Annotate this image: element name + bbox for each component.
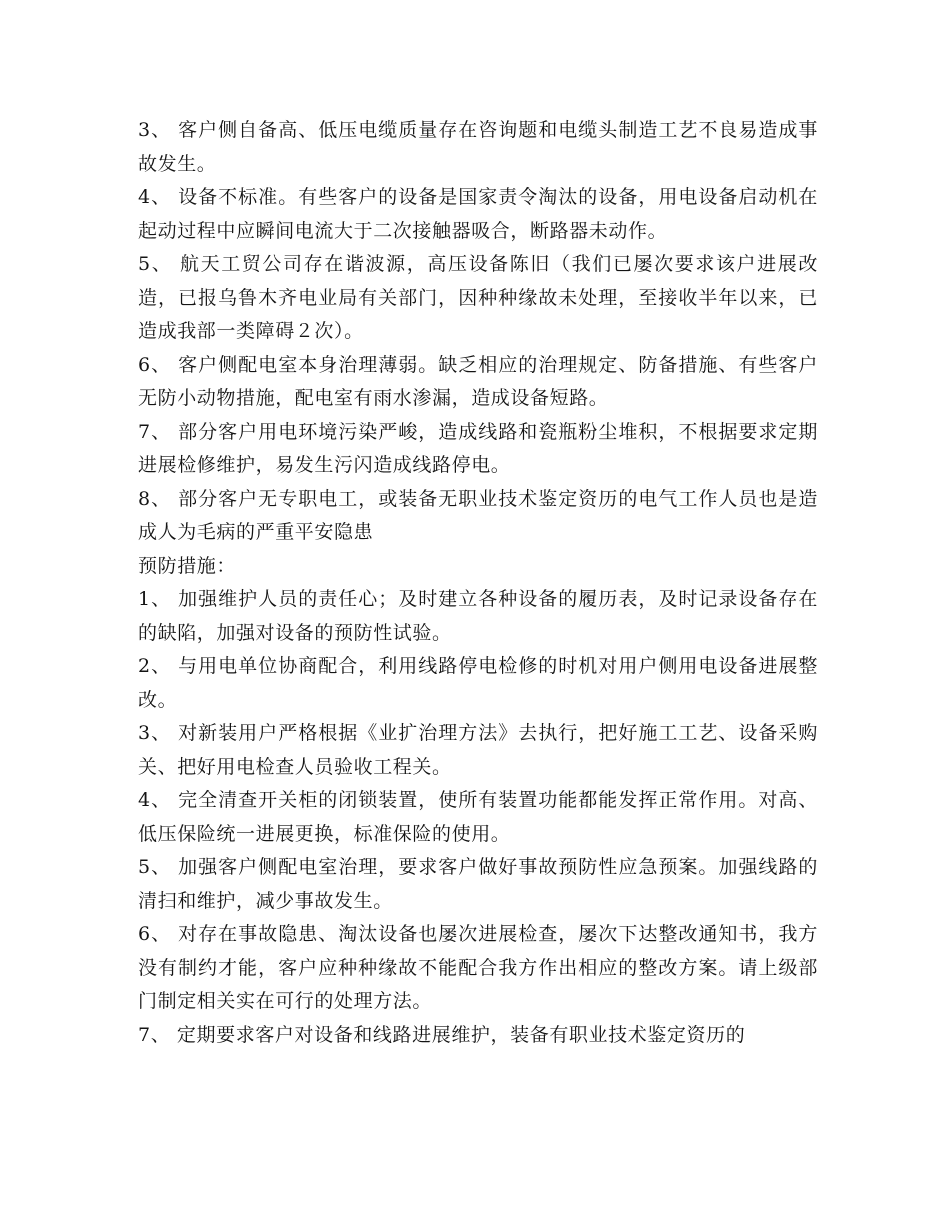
paragraph-cause-7: 7、 部分客户用电环境污染严峻，造成线路和瓷瓶粉尘堆积，不根据要求定期进展检修维护，易发生污闪造成线路停电。 <box>138 420 818 476</box>
paragraph-measure-7: 7、 定期要求客户对设备和线路进展维护，装备有职业技术鉴定资历的 <box>138 1023 746 1046</box>
paragraph-cause-6: 6、 客户侧配电室本身治理薄弱。缺乏相应的治理规定、防备措施、有些客户无防小动物措施，配电室有雨水渗漏，造成设备短路。 <box>138 353 818 409</box>
paragraph-cause-3: 3、 客户侧自备高、低压电缆质量存在咨询题和电缆头制造工艺不良易造成事故发生。 <box>138 119 818 175</box>
paragraph-cause-4: 4、 设备不标准。有些客户的设备是国家责令淘汰的设备，用电设备启动机在起动过程中应瞬间电流大于二次接触器吸合，断路器未动作。 <box>138 186 818 242</box>
section-heading-prevention: 预防措施： <box>138 554 237 577</box>
paragraph-measure-2: 2、 与用电单位协商配合，利用线路停电检修的时机对用户侧用电设备进展整改。 <box>138 655 818 711</box>
document-body <box>138 114 818 1052</box>
paragraph-measure-6: 6、 对存在事故隐患、淘汰设备也屡次进展检查，屡次下达整改通知书，我方没有制约才能，客户应种种缘故不能配合我方作出相应的整改方案。请上级部门制定相关实在可行的处理方法。 <box>138 923 818 1012</box>
paragraph-measure-4: 4、 完全清查开关柜的闭锁装置，使所有装置功能都能发挥正常作用。对高、低压保险统一进展更换，标准保险的使用。 <box>138 789 818 845</box>
paragraph-measure-3: 3、 对新装用户严格根据《业扩治理方法》去执行，把好施工工艺、设备采购关、把好用电检查人员验收工程关。 <box>138 722 818 778</box>
paragraph-cause-8: 8、 部分客户无专职电工，或装备无职业技术鉴定资历的电气工作人员也是造成人为毛病的严重平安隐患 <box>138 487 818 543</box>
paragraph-measure-5: 5、 加强客户侧配电室治理，要求客户做好事故预防性应急预案。加强线路的清扫和维护，减少事故发生。 <box>138 856 818 912</box>
paragraph-measure-1: 1、 加强维护人员的责任心；及时建立各种设备的履历表，及时记录设备存在的缺陷，加强对设备的预防性试验。 <box>138 588 818 644</box>
paragraph-cause-5: 5、 航天工贸公司存在谐波源，高压设备陈旧（我们已屡次要求该户进展改造，已报乌鲁木齐电业局有关部门，因种种缘故未处理，至接收半年以来，已造成我部一类障碍２次）。 <box>138 253 818 342</box>
